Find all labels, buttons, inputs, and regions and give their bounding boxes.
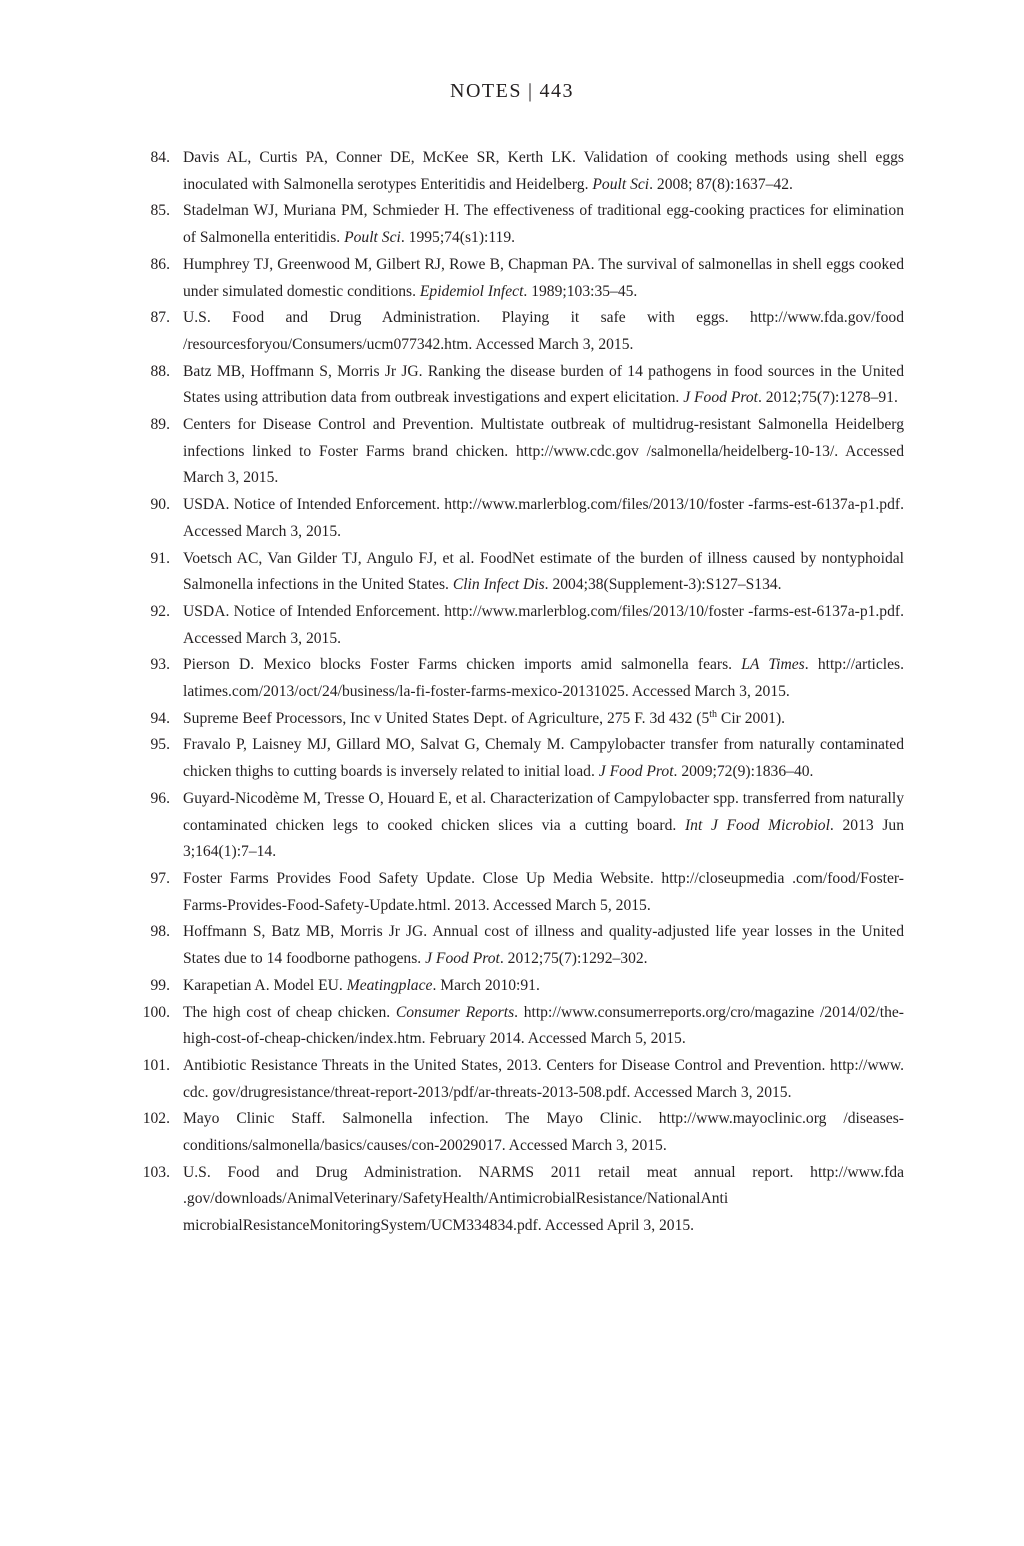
- note-text: Batz MB, Hoffmann S, Morris Jr JG. Ranking the disease burden of 14 pathogens in food sources in the United States using attribution data from outbreak investigations and expert elicitation.: [183, 362, 904, 407]
- note-journal: Poult Sci: [592, 175, 650, 193]
- note-journal: Int J Food Microbiol: [684, 816, 830, 834]
- note-item: [118, 973, 904, 1000]
- note-number: 90.: [150, 496, 170, 514]
- note-citation: . 2012;75(7):1292–302.: [499, 950, 648, 968]
- note-journal: J Food Prot: [683, 389, 758, 407]
- note-text: Supreme Beef Processors, Inc v United States Dept. of Agriculture, 275 F. 3d 432 (5: [183, 709, 710, 727]
- note-item: [118, 652, 904, 705]
- note-citation: . 2013 Jun 3;164(1):7–14.: [183, 816, 905, 861]
- note-item: [118, 866, 904, 919]
- note-item: [118, 786, 904, 866]
- note-citation: . March 2010:91.: [432, 976, 540, 994]
- note-item: [118, 359, 904, 412]
- note-item: [118, 305, 904, 358]
- note-journal: Clin Infect Dis: [452, 576, 545, 594]
- note-item: [118, 599, 904, 652]
- note-item: [118, 732, 904, 785]
- note-journal: Epidemiol Infect: [419, 282, 524, 300]
- note-item: [118, 546, 904, 599]
- note-journal: Poult Sci: [344, 229, 401, 247]
- note-number: 87.: [150, 309, 170, 327]
- note-item: [118, 145, 904, 198]
- note-journal: Meatingplace: [346, 976, 433, 994]
- note-number: 95.: [150, 736, 170, 754]
- note-text: Davis AL, Curtis PA, Conner DE, McKee SR, Kerth LK. Validation of cooking methods using shell eggs inoculated with Salmonella serotypes Enteritidis and Heidelberg.: [183, 149, 904, 193]
- note-text: Guyard-Nicodème M, Tresse O, Houard E, et al. Characterization of Campylobacter spp. transferred from naturally contaminated chicken legs to cooked chicken slices via a cutting board.: [183, 789, 904, 834]
- note-text: Hoffmann S, Batz MB, Morris Jr JG. Annual cost of illness and quality-adjusted life year losses in the United States due to 14 foodborne pathogens.: [183, 923, 904, 968]
- note-text: Stadelman WJ, Muriana PM, Schmieder H. The effectiveness of traditional egg-cooking practices for elimination of Salmonella enteritidis.: [183, 202, 904, 247]
- note-item: [118, 198, 904, 251]
- note-citation: Cir 2001).: [717, 709, 786, 727]
- note-number: 99.: [150, 976, 170, 994]
- note-text: Centers for Disease Control and Prevention. Multistate outbreak of multidrug-resistant Salmonella Heidelberg infections linked to Foster Farms brand chicken. http://www.cdc.gov /salmonella/heidelberg-10-13/. Accessed March 3, 2015.: [183, 416, 904, 487]
- note-text: U.S. Food and Drug Administration. NARMS 2011 retail meat annual report. http://www.fda .gov/downloads/AnimalVeterinary/SafetyHealth/AntimicrobialResistance/NationalAnti microbialResistanceMonitoringSystem/UCM334834.pdf. Accessed April 3, 2015.: [183, 1163, 904, 1235]
- note-citation: . 1995;74(s1):119.: [400, 229, 516, 247]
- note-item: [118, 1160, 904, 1240]
- note-text: Humphrey TJ, Greenwood M, Gilbert RJ, Rowe B, Chapman PA. The survival of salmonellas in shell eggs cooked under simulated domestic conditions.: [183, 255, 904, 300]
- note-journal: Consumer Reports: [395, 1003, 515, 1021]
- note-item: [118, 1000, 904, 1053]
- note-journal: J Food Prot: [598, 763, 674, 781]
- note-text: USDA. Notice of Intended Enforcement. http://www.marlerblog.com/files/2013/10/foster -farms-est-6137a-p1.pdf. Accessed March 3, 2015.: [183, 602, 904, 647]
- note-citation: . 2012;75(7):1278–91.: [757, 389, 898, 407]
- note-journal: LA Times: [741, 656, 805, 674]
- note-superscript: th: [709, 708, 718, 720]
- note-citation: . http://www.consumerreports.org/cro/magazine /2014/02/the-high-cost-of-cheap-chicken/index.htm. February 2014. Accessed March 5, 2015.: [183, 1003, 904, 1048]
- note-number: 92.: [150, 602, 170, 620]
- note-text: Pierson D. Mexico blocks Foster Farms chicken imports amid salmonella fears.: [183, 656, 742, 674]
- note-item: [118, 492, 904, 545]
- note-number: 84.: [150, 149, 170, 166]
- note-citation: . 2004;38(Supplement-3):S127–S134.: [544, 576, 782, 594]
- note-item: [118, 1053, 904, 1106]
- note-number: 86.: [150, 255, 170, 273]
- note-text: Antibiotic Resistance Threats in the United States, 2013. Centers for Disease Control and Prevention. http://www. cdc. gov/drugresistance/threat-report-2013/pdf/ar-threats-2013-508.pdf. Accessed March 3, 2015.: [183, 1056, 904, 1101]
- note-number: 85.: [150, 202, 170, 220]
- note-number: 96.: [150, 789, 170, 807]
- note-text: Foster Farms Provides Food Safety Update. Close Up Media Website. http://closeupmedia .com/food/Foster-Farms-Provides-Food-Safety-Update.html. 2013. Accessed March 5, 2015.: [183, 869, 904, 914]
- note-number: 103.: [142, 1163, 170, 1181]
- note-number: 102.: [142, 1110, 170, 1128]
- note-number: 89.: [150, 416, 170, 434]
- page-number: 443: [539, 80, 574, 102]
- note-number: 98.: [150, 923, 170, 941]
- page-header: [0, 78, 1024, 104]
- header-separator: |: [527, 80, 534, 102]
- header-label: NOTES: [450, 80, 522, 102]
- note-text: U.S. Food and Drug Administration. Playing it safe with eggs. http://www.fda.gov/food /resourcesforyou/Consumers/ucm077342.htm. Accessed March 3, 2015.: [183, 309, 904, 353]
- note-text: USDA. Notice of Intended Enforcement. http://www.marlerblog.com/files/2013/10/foster -farms-est-6137a-p1.pdf. Accessed March 3, 2015.: [183, 496, 904, 540]
- note-item: [118, 1106, 904, 1159]
- note-text: Fravalo P, Laisney MJ, Gillard MO, Salvat G, Chemaly M. Campylobacter transfer from naturally contaminated chicken thighs to cutting boards is inversely related to initial load.: [183, 736, 904, 781]
- note-citation: . 1989;103:35–45.: [523, 282, 638, 300]
- note-number: 88.: [150, 362, 170, 380]
- note-number: 97.: [150, 869, 170, 887]
- note-item: [118, 919, 904, 972]
- note-number: 91.: [150, 549, 170, 567]
- note-citation: . 2008; 87(8):1637–42.: [649, 175, 793, 193]
- note-number: 101.: [142, 1056, 170, 1074]
- note-text: The high cost of cheap chicken.: [183, 1003, 396, 1021]
- note-item: [118, 706, 904, 733]
- note-number: 94.: [150, 709, 170, 727]
- note-journal: J Food Prot: [425, 950, 500, 968]
- note-citation: . http://articles. latimes.com/2013/oct/24/business/la-fi-foster-farms-mexico-20131025. Accessed March 3, 2015.: [183, 656, 905, 701]
- note-number: 100.: [142, 1003, 170, 1021]
- note-number: 93.: [150, 656, 170, 674]
- note-citation: . 2009;72(9):1836–40.: [673, 763, 814, 781]
- notes-list: [118, 145, 904, 1240]
- note-text: Voetsch AC, Van Gilder TJ, Angulo FJ, et al. FoodNet estimate of the burden of illness caused by nontyphoidal Salmonella infections in the United States.: [183, 549, 904, 594]
- note-text: Mayo Clinic Staff. Salmonella infection. The Mayo Clinic. http://www.mayoclinic.org /diseases-conditions/salmonella/basics/causes/con-20029017. Accessed March 3, 2015.: [183, 1110, 904, 1155]
- note-item: [118, 412, 904, 492]
- note-text: Karapetian A. Model EU.: [183, 976, 347, 994]
- note-item: [118, 252, 904, 305]
